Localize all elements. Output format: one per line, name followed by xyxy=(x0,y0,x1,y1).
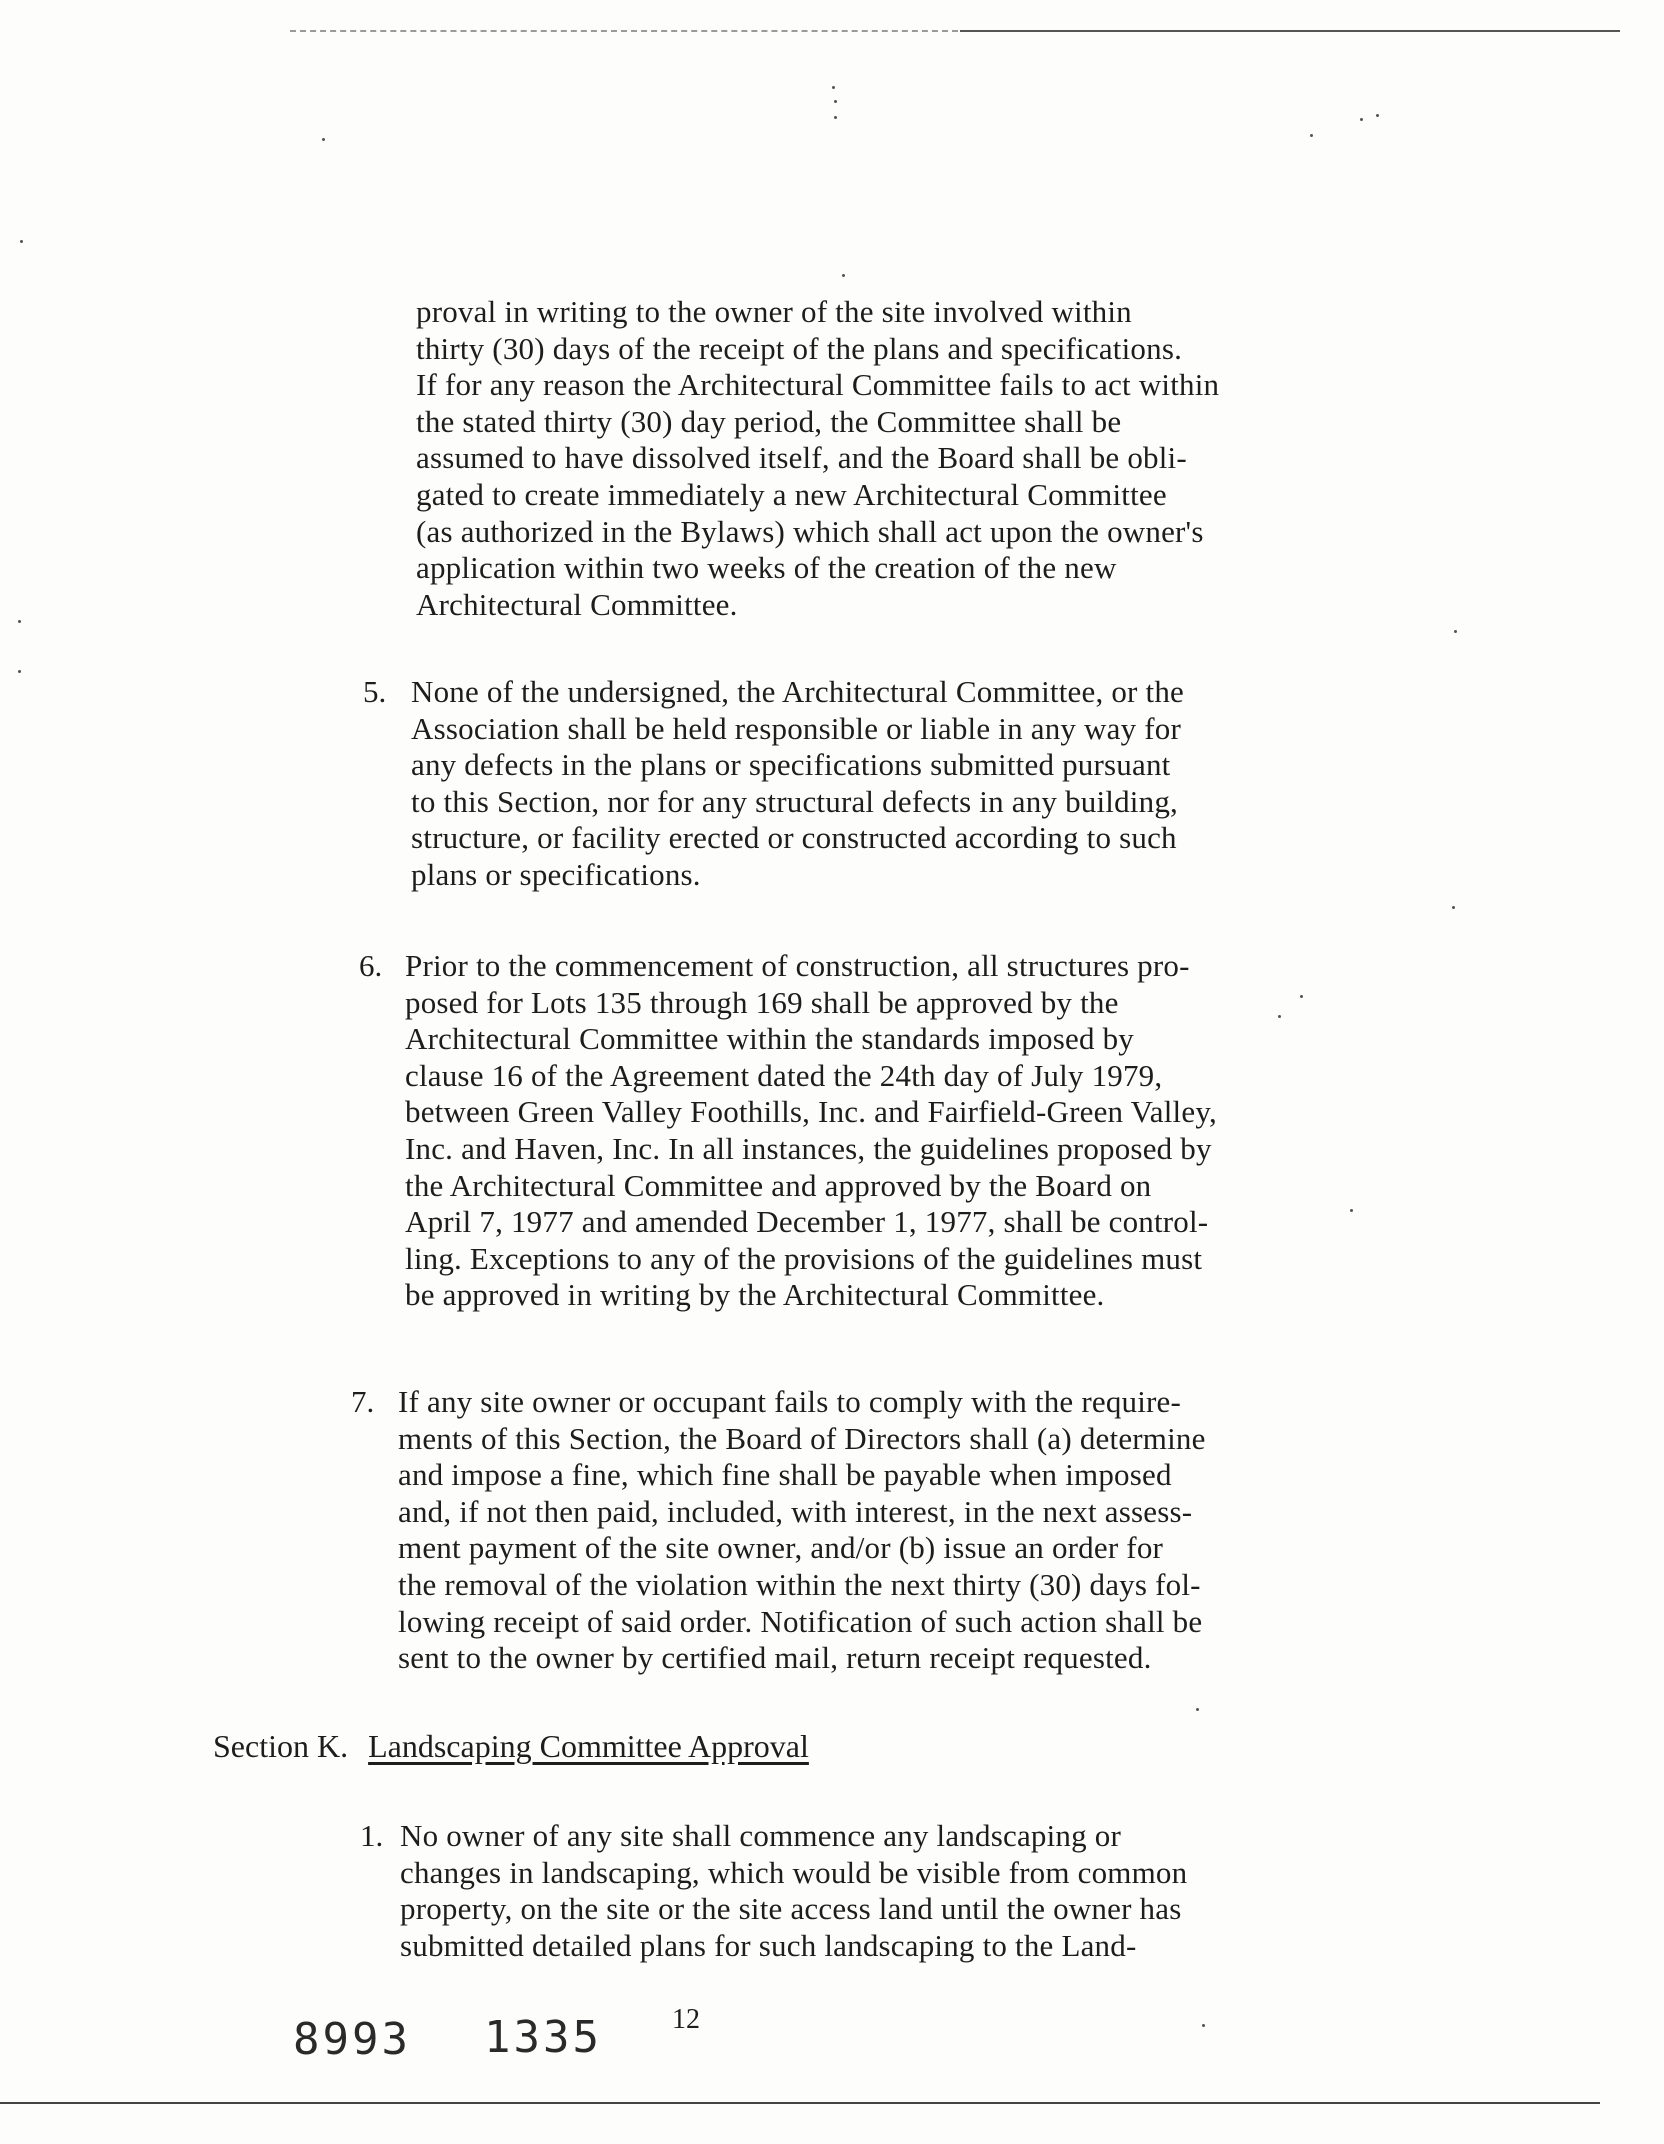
text-line: (as authorized in the Bylaws) which shall act upon the owner's xyxy=(416,513,1204,549)
item-number: 7. xyxy=(351,1384,375,1419)
item-5-paragraph xyxy=(411,674,1184,894)
page-number-stamp: 1335 xyxy=(484,2012,602,2063)
text-line: the stated thirty (30) day period, the Committee shall be xyxy=(416,403,1122,439)
text-line: April 7, 1977 and amended December 1, 1977, shall be control- xyxy=(405,1204,1209,1240)
text-line: property, on the site or the site access land until the owner has xyxy=(400,1891,1182,1927)
scan-speck xyxy=(834,116,837,119)
text-line: posed for Lots 135 through 169 shall be approved by the xyxy=(405,984,1119,1020)
scan-speck xyxy=(1376,114,1379,117)
scan-speck xyxy=(18,620,21,623)
scan-speck xyxy=(1454,630,1457,633)
text-line: assumed to have dissolved itself, and the Board shall be obli- xyxy=(416,440,1187,476)
scan-speck xyxy=(1310,134,1313,137)
text-line: None of the undersigned, the Architectural Committee, or the xyxy=(411,674,1184,709)
text-line: any defects in the plans or specifications submitted pursuant xyxy=(411,747,1171,783)
scan-speck xyxy=(1452,906,1455,909)
scan-speck xyxy=(842,274,845,277)
text-line: to this Section, nor for any structural defects in any building, xyxy=(411,783,1178,819)
text-line: Association shall be held responsible or liable in any way for xyxy=(411,710,1181,746)
text-line: ling. Exceptions to any of the provisions of the guidelines must xyxy=(405,1240,1203,1276)
text-line: the removal of the violation within the next thirty (30) days fol- xyxy=(398,1566,1201,1602)
text-line: ments of this Section, the Board of Directors shall (a) determine xyxy=(398,1420,1206,1456)
text-line: Architectural Committee. xyxy=(416,586,738,622)
text-line: between Green Valley Foothills, Inc. and Fairfield-Green Valley, xyxy=(405,1094,1217,1130)
text-line: gated to create immediately a new Architectural Committee xyxy=(416,476,1167,512)
scan-speck xyxy=(322,138,325,141)
text-line: and impose a fine, which fine shall be payable when imposed xyxy=(398,1457,1172,1493)
page-number: 12 xyxy=(672,2004,700,2035)
text-line: sent to the owner by certified mail, return receipt requested. xyxy=(398,1640,1152,1676)
text-line: thirty (30) days of the receipt of the plans and specifications. xyxy=(416,330,1183,366)
text-line: changes in landscaping, which would be visible from common xyxy=(400,1854,1188,1890)
text-line: clause 16 of the Agreement dated the 24th day of July 1979, xyxy=(405,1057,1163,1093)
book-number-stamp: 8993 xyxy=(293,2014,411,2065)
text-line: submitted detailed plans for such landscaping to the Land- xyxy=(400,1927,1137,1963)
section-k-item-1-paragraph xyxy=(400,1818,1187,1964)
scan-speck xyxy=(1278,1015,1281,1018)
scan-speck xyxy=(1300,995,1303,998)
text-line: plans or specifications. xyxy=(411,856,701,892)
item-number: 1. xyxy=(360,1818,384,1853)
text-line: structure, or facility erected or constructed according to such xyxy=(411,820,1177,856)
text-line: ment payment of the site owner, and/or (b) issue an order for xyxy=(398,1530,1164,1566)
scan-speck xyxy=(1202,2024,1205,2027)
item-7-paragraph xyxy=(398,1384,1206,1677)
scan-speck xyxy=(1360,118,1363,121)
text-line: Architectural Committee within the standards imposed by xyxy=(405,1021,1135,1057)
scan-speck xyxy=(834,100,837,103)
text-line: If for any reason the Architectural Committee fails to act within xyxy=(416,367,1220,403)
scan-speck xyxy=(1350,1209,1353,1212)
scan-speck xyxy=(18,670,21,673)
text-line: application within two weeks of the creation of the new xyxy=(416,550,1117,586)
text-line: lowing receipt of said order. Notification of such action shall be xyxy=(398,1603,1203,1639)
text-line: Inc. and Haven, Inc. In all instances, the guidelines proposed by xyxy=(405,1130,1212,1166)
text-line: and, if not then paid, included, with interest, in the next assess- xyxy=(398,1493,1193,1529)
scan-speck xyxy=(832,86,835,89)
item-number: 6. xyxy=(359,948,383,983)
item-6-paragraph xyxy=(405,948,1217,1314)
scan-artifact-top-solid xyxy=(960,30,1620,32)
scan-speck xyxy=(20,240,23,243)
section-label: Section K. xyxy=(213,1728,349,1764)
text-line: proval in writing to the owner of the site involved within xyxy=(416,294,1132,329)
text-line: be approved in writing by the Architectural Committee. xyxy=(405,1277,1105,1313)
text-line: If any site owner or occupant fails to comply with the require- xyxy=(398,1384,1182,1419)
section-title: Landscaping Committee Approval xyxy=(368,1728,809,1764)
text-line: No owner of any site shall commence any landscaping or xyxy=(400,1818,1121,1853)
scan-speck xyxy=(1196,1708,1199,1711)
text-line: the Architectural Committee and approved by the Board on xyxy=(405,1167,1152,1203)
text-line: Prior to the commencement of construction, all structures pro- xyxy=(405,948,1190,983)
section-k-heading xyxy=(213,1726,809,1766)
scan-artifact-bottom-line xyxy=(0,2102,1600,2104)
continuation-paragraph xyxy=(416,294,1219,623)
item-number: 5. xyxy=(363,674,387,709)
